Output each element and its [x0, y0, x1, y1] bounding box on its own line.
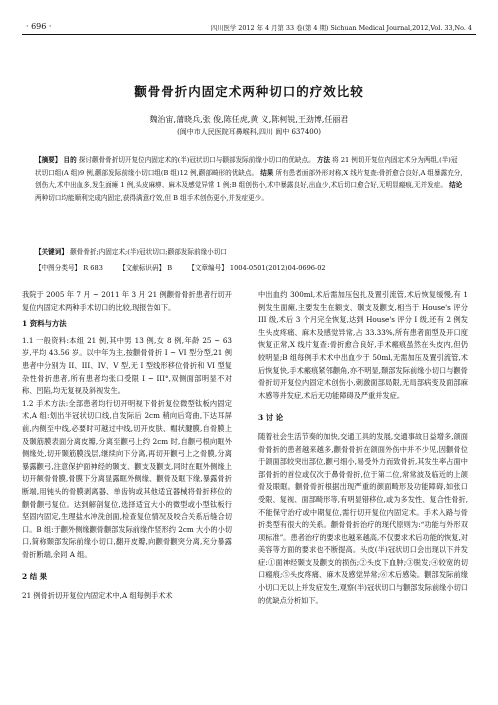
article-title: 颧骨骨折内固定术两种切口的疗效比较 [134, 84, 364, 99]
results-paragraph-cont: 中出血约 300ml,术后需加压包扎及置引流管,术后恢复缓慢,有 1 例发生面瘫,主要发生在额支、颞支及颧支,相当于 House's 评分 III 级,术后 3 个月完全恢复,达到 House's 评分 I 级,还有 2 例发生头皮疼痛、麻木及感觉异常,占 33.33%,所有患者面型及开口度恢复正常,X 线片复查:骨折愈合良好,手术瘢痕虽然在头皮内,但仍较明显;B 组每例手术术中出血少于 50ml,无需加压及置引流管,术后恢复快,手术瘢痕紧邻颧角,亦不明显,颞部发际前缘小切口与颧骨骨折切开复位内固定术创伤小,刺激面部局限,无局部病变及面部麻木感等并发症,术后无功能障碍及严重并发症。 [258, 290, 468, 400]
abstract-label: 【摘要】 [35, 156, 62, 164]
result-text: 所有患者面部外形对称,X 线片复查:骨折愈合良好,A 组暴露充分,创伤大,术中出血多,发生面瘫 1 例,头皮麻痹、麻木及感觉异常 1 例;B 组创伤小,术中暴露良好,出血少,术后切口愈合好,无明显瘢痕,无并发症。 [35, 168, 463, 190]
right-column [258, 289, 468, 607]
discussion-paragraph: 随着社会生活节奏的加快,交通工具的发展,交通事故日益增多,颌面骨骨折的患者越来越多,颧骨骨折在颌面外伤中并不少见,因颧骨位于颌面部较突出部位,颧弓细小,易受外力而致骨折,其发生率占面中部骨折的首位或仅次于鼻骨骨折,位于第二位,常常波及临近的上颌骨及眼眶。颧骨骨折根据出现严重的颜面畸形及功能障碍,如张口受限、复视、面部畸形等,有明显错移位,或为多发性、复合性骨折,不能保守治疗或中期复位,需行切开复位内固定术。手术入路与骨折类型有很大的关系。颧骨骨折治疗的现代原则为:“功能与外形双项标准”。患者治疗的要求也越来越高,不仅要求术后功能的恢复,对美容等方面的要求也不断提高。头皮(半)冠状切口会出现以下并发症:①面神经颞支及颧支的损伤;②头皮下血肿;③脱发;④较宽的切口瘢痕;⑤头皮疼痛、麻木及感觉异常;⑥术后感染。颧部发际前缘小切口无以上并发症发生,观察(半)冠状切口与颧部发际前缘小切口的优缺点分析如下。 [258, 431, 468, 605]
keywords-label: 【关键词】 [35, 248, 68, 256]
running-header [22, 20, 476, 35]
section-heading-results: 2 结 果 [22, 572, 48, 582]
left-column [22, 289, 232, 603]
document-code: 【文献标识码】 B [119, 264, 173, 272]
article-id: 【文章编号】 1004-0501(2012)04-0696-02 [188, 264, 326, 272]
classification-line [35, 262, 465, 272]
affiliation: (阆中市人民医院耳鼻喉科,四川 阆中 637400) [177, 128, 321, 136]
keywords [35, 246, 463, 256]
method-label: 方法 [316, 156, 331, 164]
abstract [35, 154, 463, 204]
section-heading-discussion: 3 讨 论 [258, 413, 284, 423]
page-number: · 696 · [26, 22, 52, 31]
intro-paragraph: 我院于 2005 年 7 月 ~ 2011 年 3 月 21 例颧骨骨折患者行切开复位内固定术两种手术切口的比较,现报告如下。 [22, 290, 232, 312]
journal-info: 四川医学 2012 年 4 月第 33 卷(第 4 期) Sichuan Medical Journal,2012,Vol. 33,No. 4 [210, 24, 472, 32]
author-list: 魏治宙,蒲晓兵,张 俊,陈任虎,黄 义,陈柯锐,王劲博,任丽君 [149, 115, 349, 124]
section-heading-methods: 1 资料与方法 [22, 319, 67, 329]
method-text: 将 21 例切开复位内固定术分为两组,(半)冠状切口组(A 组)9 例,颧部发际前缘小切口组(B 组)12 例,颧部畸形的优缺点。 [35, 156, 458, 177]
keywords-text: 颧骨骨折;内固定术;(半)冠状切口;颧部发际前缘小切口 [70, 248, 227, 256]
objective-text: 探讨颧骨骨折切开复位内固定术的(半)冠状切口与颧部发际前缘小切口的优缺点。 [78, 156, 315, 164]
objective-label: 目的 [63, 156, 77, 164]
surgical-method-paragraph: 1.2 手术方法:全部患者均行切开明视下骨折复位微型钛板内固定术,A 组:划出半冠状切口线,自发际后 2cm 稍向后弯曲,下达耳屏前,内侧至中线,必要时可越过中线,切开皮肤、帽状腱膜,自骨膜上及颞筋膜表面分离皮瓣,分离至颧弓上约 2cm 时,自颧弓根向眶外侧缘处,切开颞筋膜浅层,继续向下分离,再切开颧弓上之骨膜,分离暴露颧弓,注意保护面神经的颞支、颧支及颧支,同时在眶外侧缘上切开额骨骨膜,骨膜下分离显露眶外侧缘、颧骨及眶下缘,暴露骨折断端,用钝头的骨膜剥离器、单齿钩或其他适宜器械将骨折移位的颧骨颧弓复位。达到解剖复位,选择适宜大小的微型或小型钛板行坚固内固定,生理盐水冲洗创面,检查复位情况及咬合关系后缝合切口。B 组:于颧外侧缘颧骨颧部发际前缘作竖形约 2cm 大小的小切口,简称颞部发际前缘小切口,翻开皮瓣,向颧骨颧突分离,充分暴露骨折断端,余同 A 组。 [22, 398, 232, 559]
results-paragraph-start: 21 例骨折切开复位内固定术中,A 组每例手术术 [22, 591, 173, 601]
general-data-paragraph: 1.1 一般资料:本组 21 例,其中男 13 例,女 8 例,年龄 25 ~ 63 岁,平均 43.56 岁。以中年为主,按颧骨骨折 I ~ VI 型分型,21 例患者中分别为 II、III、IV、V 型,无 I 型线形移位骨折和 VI 型复杂性骨折患者,所有患者均张口受限 I ~ III°,双侧面部明显不对称、凹陷,均无复视及斜视发生。 [22, 335, 232, 396]
clc-number: 【中图分类号】 R 683 [35, 264, 103, 272]
conclusion-label: 结论 [449, 181, 463, 190]
conclusion-text: 两种切口均能顺利完成内固定,获得满意疗效,但 B 组手术创伤更小,并发症更少。 [35, 193, 268, 202]
result-label: 结果 [260, 168, 274, 177]
